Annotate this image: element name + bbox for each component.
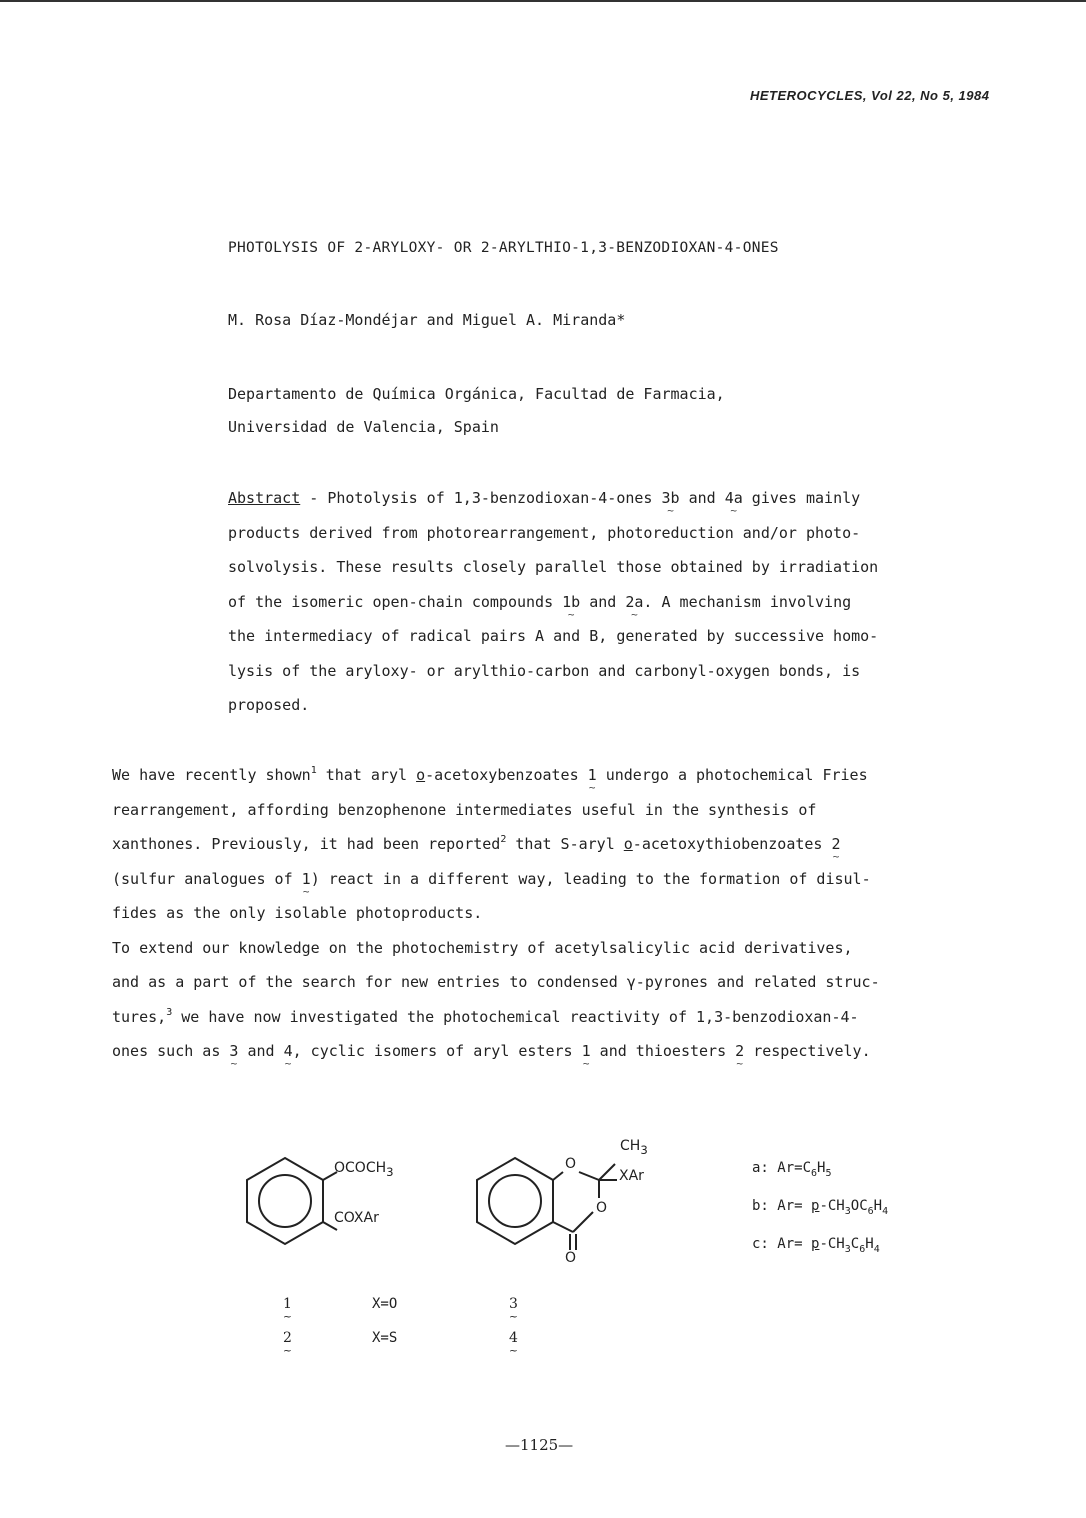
structure-aryl-ester [245,1150,345,1250]
abstract-line-7: proposed. [228,696,310,714]
subscript: 6 [859,1243,866,1255]
abstract-text: of the isomeric open-chain compounds [228,592,563,611]
text: ) react in a different way, leading to the formation of disul- [310,869,871,888]
legend-b [752,1190,888,1228]
text: CH [620,1138,641,1154]
legend-c [752,1228,888,1266]
subscript: 3 [386,1164,394,1179]
page-number: —1125— [505,1436,574,1454]
compound-label-1: 1 ~ [283,1296,292,1312]
bond [579,1172,599,1180]
abstract-line-6: lysis of the aryloxy- or arylthio-carbon and carbonyl-oxygen bonds, is [228,661,861,680]
body-line: rearrangement, affording benzophenone intermediates useful in the synthesis of [112,800,817,819]
legend-value: H [865,1235,874,1252]
ring-oxygen-1: O [565,1156,577,1172]
legend-value: Ar= [777,1197,812,1214]
subscript: 5 [825,1167,832,1179]
text: , cyclic isomers of aryl esters [292,1042,582,1060]
ortho-prefix: o [416,766,426,784]
affiliation [228,378,725,444]
compound-ref: 2 ~ [831,827,840,862]
abstract-line-2: products derived from photorearrangement, photoreduction and/or photo- [228,523,861,542]
text: -acetoxybenzoates [425,766,588,784]
xar-label: XAr [619,1168,644,1184]
reference-mark: 3 [166,1006,173,1018]
text: undergo a photochemical Fries [596,766,868,784]
aromatic-circle [489,1175,541,1227]
subscript: 3 [844,1243,851,1255]
compound-label-4: 4 ~ [509,1330,518,1346]
affiliation-line-1: Departamento de Química Orgánica, Facultad de Farmacia, [228,385,725,403]
body-line: To extend our knowledge on the photochemistry of acetylsalicylic acid derivatives, [112,938,853,957]
legend-key: a: [752,1160,769,1176]
compound-ref: 2 ~ [735,1034,744,1069]
legend-key: b: [752,1197,769,1214]
text: that S-aryl [506,835,624,853]
abstract-line-4 [228,585,988,620]
compound-label-3: 3 ~ [509,1296,518,1312]
journal-header: HETEROCYCLES, Vol 22, No 5, 1984 [750,88,990,103]
legend-key: c: [752,1235,769,1252]
text: -acetoxythiobenzoates [632,835,832,853]
text: ones such as [112,1042,230,1060]
abstract-line-5: the intermediacy of radical pairs A and B, generated by successive homo- [228,627,879,645]
legend-value: Ar= [777,1235,812,1252]
compound-ref: 1b ~ [562,585,580,620]
abstract-text: gives mainly [742,489,861,507]
body-text [112,758,992,1069]
abstract-text: - Photolysis of 1,3-benzodioxan-4-ones [300,489,662,507]
text: respectively. [744,1042,871,1060]
bond [553,1172,563,1180]
body-line: fides as the only isolable photoproducts. [112,904,483,922]
text: and [238,1042,284,1060]
subscript: 6 [867,1205,874,1217]
legend-value: H [817,1160,826,1176]
abstract-text: and [679,489,725,507]
para-prefix: p [811,1197,820,1214]
reference-mark: 1 [310,765,317,776]
legend-a [752,1152,888,1190]
subscript: 6 [811,1167,818,1179]
bond [553,1222,573,1232]
abstract [228,481,988,723]
legend-value: C [850,1235,860,1252]
compound-ref: 1 ~ [582,1034,591,1069]
text: OCOCH [334,1160,387,1176]
compound-ref: 1 ~ [302,862,311,897]
text: (sulfur analogues of [112,869,302,888]
x-equals-o: X=O [372,1296,398,1312]
subscript: 3 [844,1205,851,1217]
body-line [112,1034,992,1069]
body-line [112,758,992,793]
body-line [112,1000,992,1035]
text: and thioesters [590,1042,736,1060]
compound-ref: 3b ~ [661,481,679,516]
legend-value: -CH [819,1197,845,1214]
abstract-line-3: solvolysis. These results closely parallel those obtained by irradiation [228,558,879,576]
bond [599,1164,615,1180]
subscript: 4 [882,1205,889,1217]
reference-mark: 2 [500,834,507,845]
legend-value: Ar=C [777,1160,812,1176]
text: tures, [112,1007,167,1026]
text: We have recently shown [112,766,311,784]
carbonyl-oxygen: O [565,1250,577,1266]
legend-value: -CH [819,1235,845,1252]
legend-value: H [873,1197,883,1214]
x-equals-s: X=S [372,1330,398,1346]
body-line [112,827,992,862]
text: we have now investigated the photochemical reactivity of 1,3-benzodioxan-4- [172,1007,859,1026]
compound-ref: 2a ~ [625,585,643,620]
abstract-line-1 [228,481,988,516]
bond [573,1212,593,1232]
abstract-label: Abstract [228,489,301,507]
compound-ref: 1 ~ [588,758,597,793]
substituent-coxar: COXAr [334,1210,379,1226]
structure-benzodioxanone [475,1150,645,1260]
legend-value: OC [850,1197,868,1214]
abstract-text: and [580,592,626,611]
top-rule [0,0,1086,2]
subscript: 4 [873,1243,880,1255]
abstract-text: . A mechanism involving [643,592,852,611]
compound-label-2: 2 ~ [283,1330,292,1346]
ortho-prefix: o [623,835,633,853]
substituent-ococh3 [334,1160,394,1179]
compound-ref: 4a ~ [725,481,743,516]
paper-title: PHOTOLYSIS OF 2-ARYLOXY- OR 2-ARYLTHIO-1,3-BENZODIOXAN-4-ONES [228,240,779,256]
substituent-legend [752,1152,888,1265]
compound-ref: 4 ~ [284,1034,293,1069]
body-line: and as a part of the search for new entries to condensed γ-pyrones and related struc- [112,973,880,991]
body-line [112,862,992,897]
text: xanthones. Previously, it had been reported [112,835,501,853]
ring-oxygen-2: O [596,1200,608,1216]
compound-ref: 3 ~ [229,1034,238,1069]
aromatic-circle [259,1175,311,1227]
author-line: M. Rosa Díaz-Mondéjar and Miguel A. Miranda* [228,311,626,329]
text: that aryl [316,766,417,784]
methyl-label [620,1138,648,1157]
affiliation-line-2: Universidad de Valencia, Spain [228,418,499,436]
subscript: 3 [640,1142,648,1157]
para-prefix: p [811,1235,820,1252]
